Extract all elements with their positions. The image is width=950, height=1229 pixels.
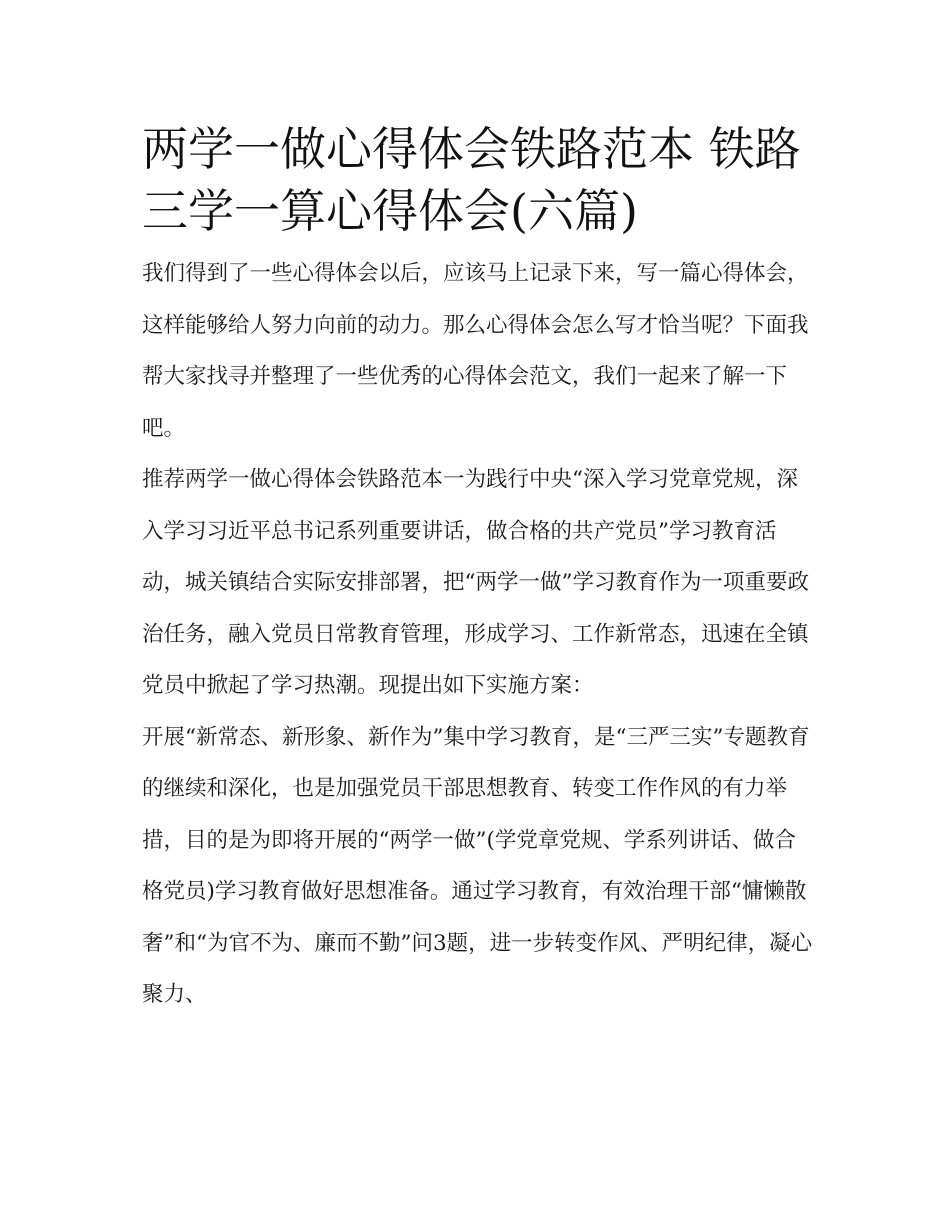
document-title: 两学一做心得体会铁路范本 铁路三学一算心得体会(六篇) xyxy=(142,122,801,238)
paragraph-recommendation: 推荐两学一做心得体会铁路范本一为践行中央“深入学习党章党规，深入学习习近平总书记系列重要讲话，做合格的共产党员”学习教育活动，城关镇结合实际安排部署，把“两学一做”学习教育作为一项重要政治任务，融入党员日常教育管理，形成学习、工作新常态，迅速在全镇党员中掀起了学习热潮。现提出如下实施方案： xyxy=(142,467,809,698)
paragraph-intro: 我们得到了一些心得体会以后，应该马上记录下来，写一篇心得体会，这样能够给人努力向前的动力。那么心得体会怎么写才恰当呢？下面我帮大家找寻并整理了一些优秀的心得体会范文，我们一起来了解一下吧。 xyxy=(142,261,809,441)
paragraph-activity: 开展“新常态、新形象、新作为”集中学习教育，是“三严三实”专题教育的继续和深化，也是加强党员干部思想教育、转变工作作风的有力举措，目的是为即将开展的“两学一做”(学党章党规、学系列讲话、做合格党员)学习教育做好思想准备。通过学习教育，有效治理干部“慵懒散奢”和“为官不为、廉而不勤”问3题，进一步转变作风、严明纪律，凝心聚力、 xyxy=(142,724,813,1007)
document-content xyxy=(142,118,817,1021)
